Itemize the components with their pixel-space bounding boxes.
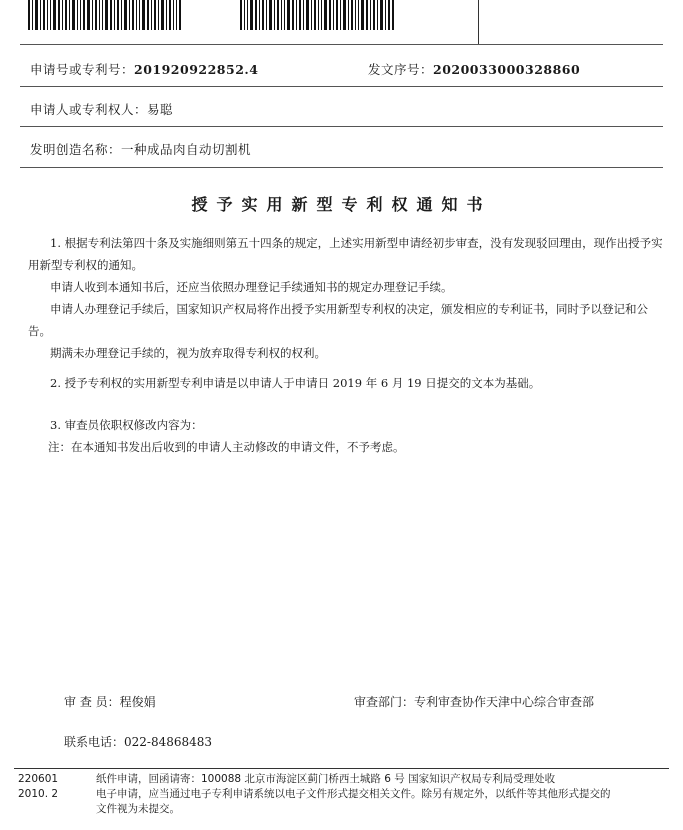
footer-rule xyxy=(14,768,669,769)
paragraph: 1. 根据专利法第四十条及实施细则第五十四条的规定，上述实用新型申请经初步审查，没有发现驳回理由，现作出授予实用新型专利权的通知。 xyxy=(28,236,663,272)
department-row xyxy=(354,693,594,710)
department-label: 审查部门： xyxy=(354,695,415,709)
applicant-name: 易聪 xyxy=(147,102,174,117)
applicant-label: 申请人或专利权人： xyxy=(30,102,148,117)
form-code-number: 220601 xyxy=(18,773,59,785)
document-number: 2020033000328860 xyxy=(433,62,581,77)
notice-section-3 xyxy=(28,414,668,458)
invention-label: 发明创造名称： xyxy=(30,142,122,157)
notice-section-2 xyxy=(28,372,668,394)
application-number-label: 申请号或专利号： xyxy=(30,62,135,77)
phone-label: 联系电话： xyxy=(64,735,125,749)
barcode-left xyxy=(28,0,228,30)
document-number-label: 发文序号： xyxy=(368,62,434,77)
examiner-label: 审 查 员： xyxy=(64,695,120,709)
mailing-note-line: 纸件申请，回函请寄：100088 北京市海淀区蓟门桥西土城路 6 号 国家知识产权局专利局受理处收 xyxy=(96,773,556,785)
notice-section-1 xyxy=(28,232,668,364)
application-number-row xyxy=(30,60,258,78)
form-code xyxy=(18,772,58,802)
header-divider-vertical xyxy=(478,0,479,44)
examiner-name: 程俊娟 xyxy=(119,695,156,709)
paragraph: 期满未办理登记手续的，视为放弃取得专利权的权利。 xyxy=(50,346,326,360)
header-rule xyxy=(20,167,663,168)
paragraph: 3. 审查员依职权修改内容为： xyxy=(50,418,203,432)
mailing-note-line: 文件视为未提交。 xyxy=(96,803,180,815)
phone-number: 022-84868483 xyxy=(124,735,213,749)
department-name: 专利审查协作天津中心综合审查部 xyxy=(414,695,595,709)
paragraph: 2. 授予专利权的实用新型专利申请是以申请人于申请日 2019 年 6 月 19 日提交的文本为基础。 xyxy=(50,376,541,390)
invention-name: 一种成品肉自动切割机 xyxy=(121,142,252,157)
application-number: 201920922852.4 xyxy=(134,62,259,77)
document-title: 授予实用新型专利权通知书 xyxy=(191,195,492,214)
barcode-right xyxy=(240,0,445,30)
phone-row xyxy=(64,733,212,750)
paragraph: 申请人收到本通知书后，还应当依照办理登记手续通知书的规定办理登记手续。 xyxy=(50,280,453,294)
document-number-row xyxy=(368,60,580,78)
paragraph: 申请人办理登记手续后，国家知识产权局将作出授予实用新型专利权的决定，颁发相应的专利证书，同时予以登记和公告。 xyxy=(28,302,648,338)
header-rule xyxy=(20,44,663,45)
header-rule xyxy=(20,86,663,87)
mailing-notes xyxy=(96,772,671,817)
mailing-note-line: 电子申请，应当通过电子专利申请系统以电子文件形式提交相关文件。除另有规定外，以纸件等其他形式提交的 xyxy=(96,788,611,800)
applicant-row xyxy=(30,100,173,118)
invention-row xyxy=(30,140,251,158)
header-rule xyxy=(20,126,663,127)
paragraph: 注：在本通知书发出后收到的申请人主动修改的申请文件，不予考虑。 xyxy=(48,440,405,454)
form-code-version: 2010. 2 xyxy=(18,788,59,800)
examiner-row xyxy=(64,693,156,710)
